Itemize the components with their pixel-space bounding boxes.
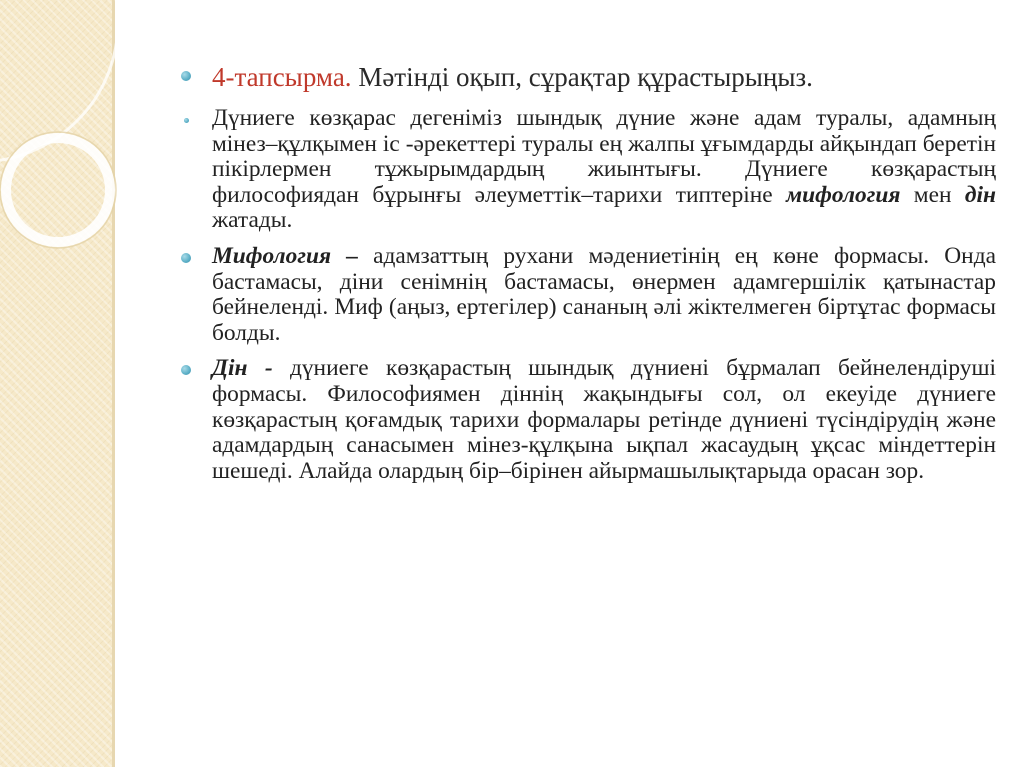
religion-text: дүниеге көзқарастың шындық дүниені бұрмалап бейнелендіруші формасы. Философиямен діннің жақындығы сол, ол екеуіде дүниеге көзқарастың қоғамдық тарихи формалары ретінде дүниені түсіндірудің және адамдардың санасымен мінез-құлқына ықпал жасаудың ұқсас міндеттерін шешеді. Алайда олардың бір–бірінен айырмашылықтарыда орасан зор. bbox=[212, 355, 996, 484]
task-instruction: Мәтінді оқып, сұрақтар құрастырыңыз. bbox=[351, 62, 813, 92]
ring-decoration-icon bbox=[0, 0, 130, 300]
religion-term: Дін - bbox=[212, 355, 273, 382]
term-mythology: мифология bbox=[786, 181, 901, 208]
term-religion: дін bbox=[964, 181, 997, 208]
worldview-text-c: жатады. bbox=[212, 207, 293, 234]
bullet-dot-icon bbox=[184, 118, 189, 123]
worldview-text-a: Дүниеге көзқарас дегеніміз шындық дүние және адам туралы, адамның мінез–құлқымен іс -әрекеттері туралы ең жалпы ұғымдарды айқындап беретін пікірлермен тұжырымдардың жиынтығы. Дүниеге көзқарастың философиядан бұрынғы әлеуметтік–тарихи типтеріне bbox=[212, 105, 996, 208]
task-heading bbox=[178, 62, 996, 92]
mythology-text: адамзаттың рухани мәдениетінің ең көне формасы. Онда бастамасы, діни сенімнің бастамасы, өнермен адамгершілік қатынастар бейнеленді. Миф (аңыз, ертегілер) сананың әлі жіктелмеген біртұтас формасы болды. bbox=[212, 242, 996, 346]
worldview-text-b: мен bbox=[900, 181, 965, 208]
task-label: 4-тапсырма. bbox=[212, 62, 352, 92]
bullet-dot-icon bbox=[181, 365, 191, 375]
slide-content bbox=[178, 62, 996, 494]
mythology-term: Мифология – bbox=[212, 242, 358, 269]
bullet-dot-icon bbox=[181, 253, 191, 263]
paragraph-worldview bbox=[178, 106, 996, 234]
bullet-dot-icon bbox=[181, 71, 191, 81]
paragraph-religion bbox=[178, 356, 996, 484]
paragraph-mythology bbox=[178, 244, 996, 346]
